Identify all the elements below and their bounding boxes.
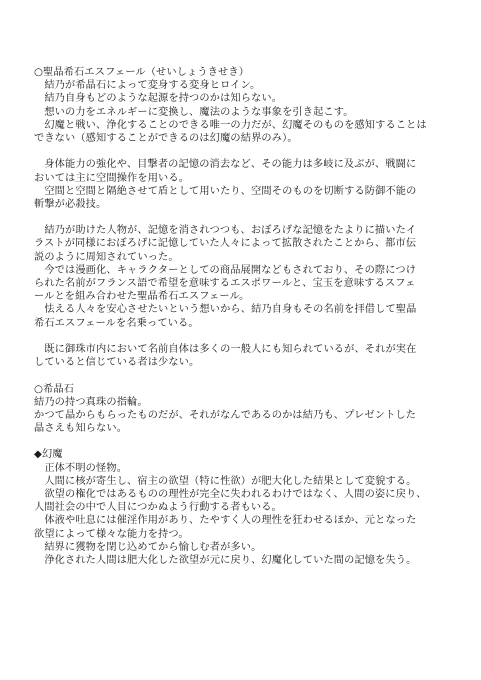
paragraph [34,541,452,554]
section [34,448,452,567]
text-line: 浄化された人間は肥大化した欲望が元に戻り、幻魔化していた間の記憶を失う。 [34,554,417,566]
text-line: 説のように周知されていった。 [34,251,179,263]
section [34,343,452,369]
text-line: かつて晶からもらったものだが、それがなんであるのかは結乃も、プレゼントした [34,409,417,421]
paragraph [34,343,452,369]
section [34,383,452,436]
text-line: おいては主に空間操作を用いる。 [34,172,190,184]
section [34,224,452,330]
blank-line [34,211,452,224]
paragraph [34,396,452,409]
paragraph [34,264,452,304]
text-line: 既に御珠市内において名前自体は多くの一般人にも知られているが、それが実在 [34,343,417,355]
paragraph [34,303,452,329]
text-line: 今では漫画化、キャラクターとしての商品展開などもされており、その際につけ [34,264,417,276]
text-line: 欲望の権化ではあるものの理性が完全に失われるわけではなく、人間の姿に戻り、 [34,489,427,500]
text-line: 人間に核が寄生し、宿主の欲望（特に性欲）が肥大化した結果として変貌する。 [34,475,417,487]
text-line: 想いの力をエネルギーに変換し、魔法のような事象を引き起こす。 [34,106,354,118]
paragraph [34,185,452,211]
paragraph [34,119,452,145]
text-line: 斬撃が必殺技。 [34,198,107,210]
text-line: ラストが同様におぼろげに記憶していた人々によって拡散されたことから、都市伝 [34,238,417,250]
blank-line [34,145,452,158]
section-heading: ○希晶石 [34,383,75,395]
text-line: 正体不明の怪物。 [34,462,128,474]
text-line: 結乃が希晶石によって変身する変身ヒロイン。 [34,80,261,92]
paragraph [34,409,452,435]
text-line: 希石エスフェールを名乗っている。 [34,317,199,329]
blank-line [34,369,452,382]
paragraph [34,514,452,540]
text-line: ールとを組み合わせた聖晶希石エスフェール。 [34,291,250,303]
paragraph [34,224,452,264]
paragraph [34,79,452,92]
text-line: していると信じている者は少ない。 [34,357,200,369]
text-line: られた名前がフランス語で希望を意味するエスポワールと、宝玉を意味するスフェ [34,278,416,289]
paragraph [34,106,452,119]
blank-line [34,435,452,448]
text-line: 欲望によって様々な能力を持つ。 [34,528,189,540]
text-line: 結乃が助けた人物が、記憶を消されつつも、おぼろげな記憶をたよりに描いたイ [34,225,417,237]
text-line: 結界に獲物を閉じ込めてから愉しむ者が多い。 [34,541,262,553]
paragraph [34,488,452,514]
paragraph [34,462,452,475]
text-line: 晶さえも知らない。 [34,423,128,435]
paragraph [34,475,452,488]
section-heading: ○聖晶希石エスフェール（せいしょうきせき） [34,67,250,78]
section-heading: ◆幻魔 [34,449,63,461]
text-line: 体液や吐息には催淫作用があり、たやすく人の理性を狂わせるほか、元となった [34,515,417,527]
text-line: 空間と空間と隔絶させて盾として用いたり、空間そのものを切断する防御不能の [34,185,417,197]
text-line: 幻魔と戦い、浄化することのできる唯一の力だが、幻魔そのものを感知することは [34,119,427,131]
text-line: 身体能力の強化や、目撃者の記憶の消去など、その能力は多岐に及ぶが、戦闘に [34,159,417,171]
text-line: 人間社会の中で人目につかぬよう行動する者もいる。 [34,502,282,514]
paragraph [34,92,452,105]
section [34,158,452,211]
paragraph [34,158,452,184]
text-line: 結乃の持つ真珠の指輪。 [34,396,148,408]
section [34,66,452,145]
text-line: 結乃自身もどのような起源を持つのかは知らない。 [34,93,283,105]
blank-line [34,330,452,343]
text-line: できない（感知することができるのは幻魔の結界のみ）。 [34,132,298,144]
paragraph [34,554,452,567]
document-body [34,66,452,567]
text-line: 怯える人々を安心させたいという想いから、結乃自身もその名前を拝借して聖晶 [34,304,417,316]
